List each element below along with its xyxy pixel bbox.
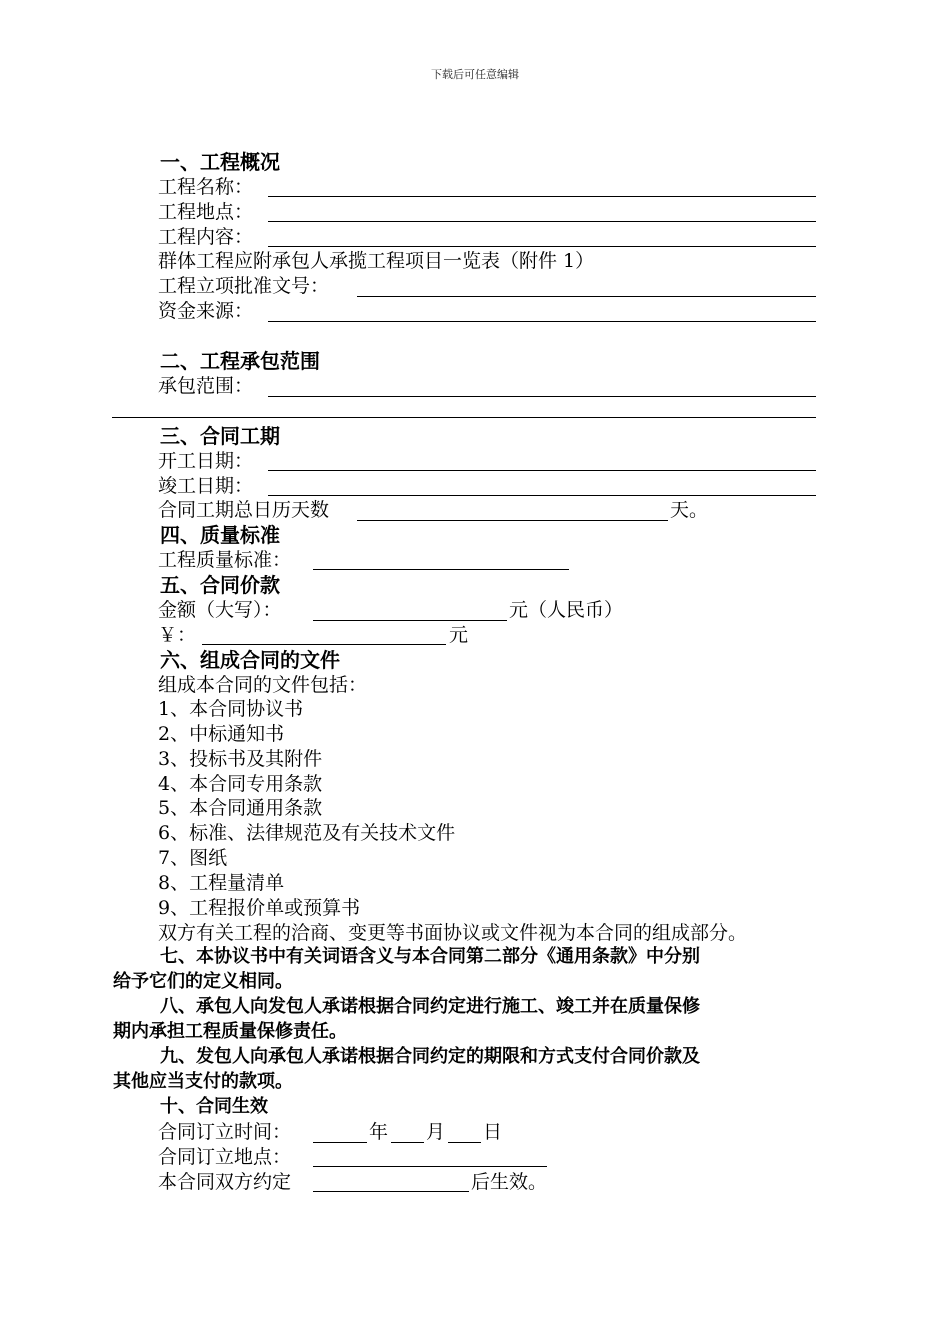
quality-standard-label: 工程质量标准： <box>158 549 292 571</box>
list-item: 3、投标书及其附件 <box>158 748 323 770</box>
signing-place-field[interactable] <box>313 1166 547 1167</box>
section-1-heading: 一、工程概况 <box>160 150 280 174</box>
signing-day-field[interactable] <box>448 1142 481 1143</box>
clause-9-line-1: 九、发包人向承包人承诺根据合同约定的期限和方式支付合同价款及 <box>160 1046 700 1067</box>
effect-suffix: 后生效。 <box>471 1171 548 1193</box>
list-item: 1、本合同协议书 <box>158 698 304 720</box>
year-label: 年 <box>369 1121 389 1143</box>
clause-8-line-2: 期内承担工程质量保修责任。 <box>113 1021 347 1042</box>
section-5-heading: 五、合同价款 <box>160 573 280 597</box>
amount-words-label: 金额（大写）： <box>158 599 282 621</box>
total-days-suffix: 天。 <box>670 499 709 521</box>
signing-year-field[interactable] <box>313 1142 367 1143</box>
clause-7-line-2: 给予它们的定义相同。 <box>113 971 293 992</box>
section-10-heading: 十、合同生效 <box>160 1096 268 1117</box>
project-content-field[interactable] <box>268 246 816 247</box>
section-6-heading: 六、组成合同的文件 <box>160 648 340 672</box>
total-days-label: 合同工期总日历天数 <box>158 499 330 521</box>
section-4-heading: 四、质量标准 <box>160 523 280 547</box>
amount-yen-suffix: 元 <box>449 624 469 646</box>
amount-words-suffix: 元（人民币） <box>509 599 624 621</box>
total-days-field[interactable] <box>357 520 668 521</box>
effect-condition-field[interactable] <box>313 1191 469 1192</box>
clause-8-line-1: 八、承包人向发包人承诺根据合同约定进行施工、竣工并在质量保修 <box>160 996 700 1017</box>
list-item: 8、工程量清单 <box>158 872 285 894</box>
list-item: 7、图纸 <box>158 847 228 869</box>
start-date-field[interactable] <box>268 470 816 471</box>
list-item: 4、本合同专用条款 <box>158 773 323 795</box>
effect-prefix: 本合同双方约定 <box>158 1171 292 1193</box>
scope-field-continuation[interactable] <box>112 417 816 418</box>
group-project-note: 群体工程应附承包人承揽工程项目一览表（附件 1） <box>158 250 595 272</box>
month-label: 月 <box>426 1121 446 1143</box>
funding-source-label: 资金来源： <box>158 300 254 322</box>
finish-date-label: 竣工日期： <box>158 475 254 497</box>
list-item: 6、标准、法律规范及有关技术文件 <box>158 822 456 844</box>
amount-yen-label: ￥： <box>158 624 197 646</box>
clause-7-line-1: 七、本协议书中有关词语含义与本合同第二部分《通用条款》中分别 <box>160 946 700 967</box>
header-note: 下载后可任意编辑 <box>431 68 519 81</box>
start-date-label: 开工日期： <box>158 450 254 472</box>
signing-month-field[interactable] <box>391 1142 424 1143</box>
list-item: 9、工程报价单或预算书 <box>158 897 361 919</box>
list-item: 2、中标通知书 <box>158 723 285 745</box>
list-item: 5、本合同通用条款 <box>158 797 323 819</box>
clause-9-line-2: 其他应当支付的款项。 <box>113 1071 293 1092</box>
project-content-label: 工程内容： <box>158 226 254 248</box>
project-location-label: 工程地点： <box>158 201 254 223</box>
signing-place-label: 合同订立地点： <box>158 1146 292 1168</box>
finish-date-field[interactable] <box>268 495 816 496</box>
day-label: 日 <box>483 1121 503 1143</box>
amount-words-field[interactable] <box>313 620 507 621</box>
project-name-label: 工程名称： <box>158 176 254 198</box>
approval-number-label: 工程立项批准文号： <box>158 275 330 297</box>
funding-source-field[interactable] <box>268 321 816 322</box>
project-name-field[interactable] <box>268 196 816 197</box>
documents-intro: 组成本合同的文件包括： <box>158 674 368 696</box>
quality-standard-field[interactable] <box>313 569 569 570</box>
project-location-field[interactable] <box>268 221 816 222</box>
scope-field[interactable] <box>268 396 816 397</box>
section-3-heading: 三、合同工期 <box>160 424 280 448</box>
section-2-heading: 二、工程承包范围 <box>160 349 320 373</box>
documents-closing: 双方有关工程的洽商、变更等书面协议或文件视为本合同的组成部分。 <box>158 922 748 944</box>
signing-date-label: 合同订立时间： <box>158 1121 292 1143</box>
scope-label: 承包范围： <box>158 375 254 397</box>
amount-yen-field[interactable] <box>202 644 446 645</box>
approval-number-field[interactable] <box>357 296 816 297</box>
